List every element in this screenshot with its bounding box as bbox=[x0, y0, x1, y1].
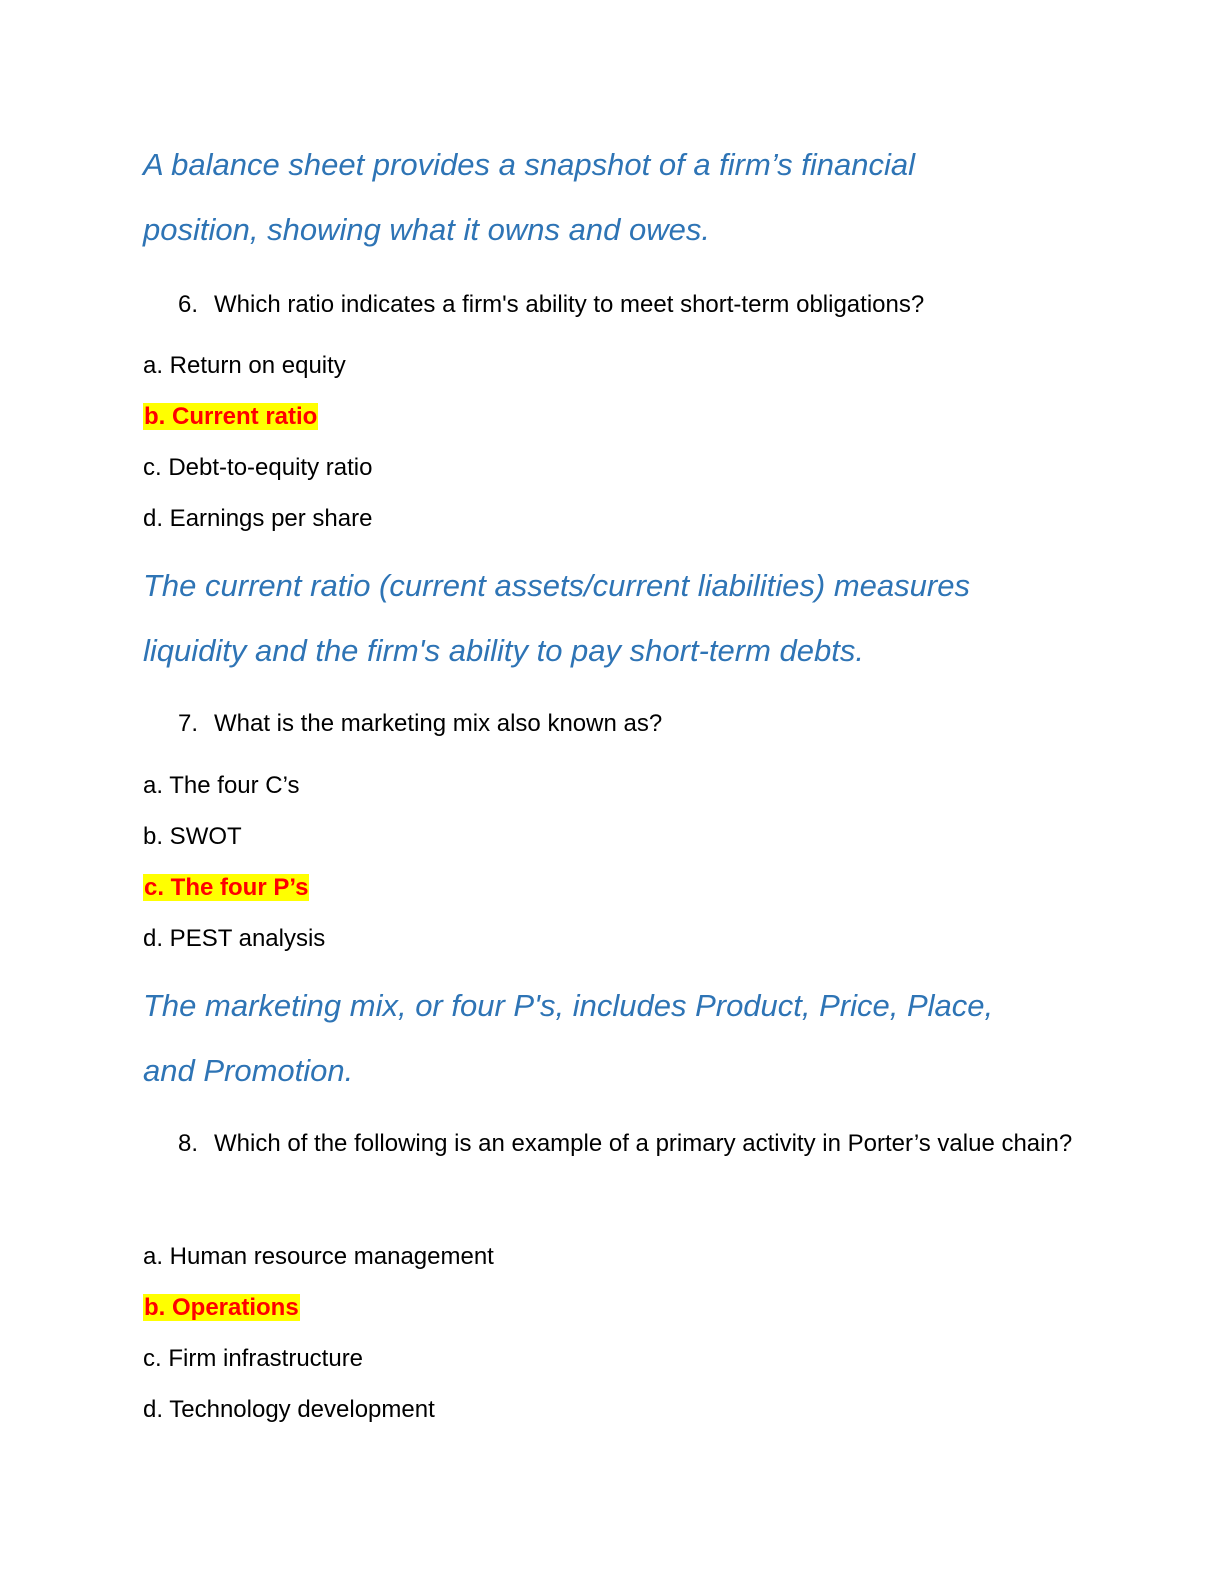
explanation-line: The current ratio (current assets/current liabilities) measures bbox=[143, 568, 970, 603]
option-7d: d. PEST analysis bbox=[143, 925, 326, 952]
explanation-6 bbox=[143, 553, 1103, 683]
question-6 bbox=[178, 279, 1078, 330]
explanation-line: position, showing what it owns and owes. bbox=[143, 212, 710, 247]
question-text: Which ratio indicates a firm's ability to meet short-term obligations? bbox=[214, 291, 925, 318]
explanation-line: and Promotion. bbox=[143, 1053, 354, 1088]
question-text: What is the marketing mix also known as? bbox=[214, 710, 663, 737]
question-number: 8. bbox=[178, 1130, 199, 1157]
option-8c: c. Firm infrastructure bbox=[143, 1345, 364, 1372]
question-number: 6. bbox=[178, 291, 199, 318]
explanation-line: The marketing mix, or four P's, includes Product, Price, Place, bbox=[143, 988, 994, 1023]
question-8 bbox=[178, 1118, 1078, 1169]
question-number: 7. bbox=[178, 710, 199, 737]
question-text: Which of the following is an example of a primary activity in Porter’s value chain? bbox=[214, 1130, 1073, 1157]
explanation-line: A balance sheet provides a snapshot of a firm’s financial bbox=[143, 147, 916, 182]
explanation-line: liquidity and the firm's ability to pay short-term debts. bbox=[143, 633, 864, 668]
explanation-5 bbox=[143, 132, 1103, 262]
option-7b: b. SWOT bbox=[143, 823, 242, 850]
option-6b-correct: b. Current ratio bbox=[144, 403, 318, 430]
explanation-7 bbox=[143, 973, 1103, 1103]
option-6a: a. Return on equity bbox=[143, 352, 346, 379]
option-7c-correct: c. The four P’s bbox=[144, 874, 309, 901]
option-8a: a. Human resource management bbox=[143, 1243, 494, 1270]
option-8b-correct: b. Operations bbox=[144, 1294, 299, 1321]
option-6d: d. Earnings per share bbox=[143, 505, 373, 532]
option-8d: d. Technology development bbox=[143, 1396, 435, 1423]
option-7a: a. The four C’s bbox=[143, 772, 300, 799]
question-7 bbox=[178, 698, 1078, 749]
option-6c: c. Debt-to-equity ratio bbox=[143, 454, 373, 481]
